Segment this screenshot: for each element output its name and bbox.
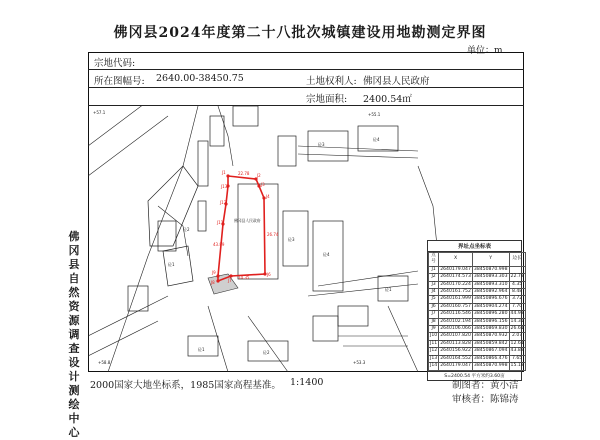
coordinate-cell: 2640106.066 <box>440 326 471 332</box>
coordinate-row <box>429 266 526 273</box>
coordinate-cell: 2640113.828 <box>440 340 471 346</box>
side-char: 设 <box>68 356 80 369</box>
side-char: 心 <box>68 426 80 439</box>
boundary-points <box>216 174 266 282</box>
coordinate-cell: 38450870.998 <box>473 266 508 272</box>
side-char: 佛 <box>68 230 80 243</box>
coordinate-cell: 38450870.998 <box>473 363 508 369</box>
owner-label: 土地权利人: <box>306 76 357 87</box>
coordinate-cell: J13 <box>430 355 438 361</box>
coordinate-cell: 2640174.573 <box>440 274 471 280</box>
header-row-3 <box>88 88 524 106</box>
point-label: J4 <box>266 194 270 199</box>
coordinate-cell: 2640179.047 <box>440 363 471 369</box>
header-y: Y <box>472 253 509 267</box>
edge-label: 43.89 <box>213 242 225 247</box>
coordinate-cell: 3.72 <box>509 296 525 303</box>
building-label: 砼2 <box>183 227 190 232</box>
coordinate-cell: 22.78 <box>510 274 524 280</box>
coordinate-row <box>429 274 526 281</box>
coordinate-row <box>429 289 526 296</box>
point-label: J3 <box>261 182 265 187</box>
coordinate-cell: J12 <box>430 348 438 354</box>
coordinate-cell: 4.35 <box>509 281 525 288</box>
coordinate-table <box>427 240 522 381</box>
reviewer-name: 陈锦涛 <box>490 394 519 405</box>
coordinate-cell: 38450896.676 <box>473 296 508 302</box>
coordinate-cell: 38450896.156 <box>473 318 508 324</box>
parcel-boundary <box>218 176 265 281</box>
building-label: 砼3 <box>288 237 295 242</box>
coordinate-cell: 38450870.932 <box>473 333 508 339</box>
building-label: 砼1 <box>385 287 392 292</box>
coordinate-cell: J6 <box>429 303 439 310</box>
coordinate-cell: 38450896.280 <box>473 311 508 317</box>
coordinate-cell: 2640161.999 <box>440 296 471 302</box>
point-label: J7 <box>228 278 232 283</box>
building-label: 砼3 <box>318 142 325 147</box>
coordinate-cell: 44.93 <box>510 311 524 317</box>
side-char: 调 <box>68 328 80 341</box>
coordinate-cell: 12.61 <box>510 340 524 346</box>
point-label: J8 <box>211 280 215 285</box>
coordinate-header-row <box>429 253 526 267</box>
drafter-label: 制图者： <box>452 380 491 391</box>
coordinate-cell: 38450859.842 <box>473 340 508 346</box>
coordinate-cell: 38450892.964 <box>473 289 508 295</box>
coordinate-cell: J4 <box>429 289 439 296</box>
area-label: 宗地面积: <box>306 94 348 105</box>
coordinate-cell: 2640161.752 <box>440 289 471 295</box>
header-length: 边长 <box>509 253 525 267</box>
side-char: 自 <box>68 272 80 285</box>
edge-label: 22.78 <box>238 171 250 176</box>
coordinate-cell: 2640156.922 <box>440 348 471 354</box>
coordinate-row <box>429 281 526 288</box>
coordinate-cell: J2 <box>429 274 439 281</box>
side-char: 资 <box>68 300 80 313</box>
area-summary: S=2400.54 平方米约3.60亩 <box>428 371 521 380</box>
side-institution-label <box>60 230 88 440</box>
unit-label: 单位：m <box>467 46 503 56</box>
side-char: 中 <box>68 412 80 425</box>
coordinate-cell: 2640160.757 <box>440 303 471 309</box>
point-label: J11 <box>217 220 224 225</box>
elevation-mark: +55.1 <box>368 112 381 117</box>
coordinate-cell: J9 <box>429 326 439 333</box>
coordinate-row <box>429 340 526 347</box>
coordinate-system-note: 2000国家大地坐标系，1985国家高程基准。 <box>90 380 281 391</box>
coordinate-cell: 38450867.094 <box>473 348 508 354</box>
coordinate-cell: 26.61 <box>510 326 524 332</box>
elevation-mark: +58.8 <box>98 360 111 365</box>
edge-label: 14.35 <box>238 275 250 280</box>
point-label: J2 <box>257 173 261 178</box>
building-label: 砼4 <box>373 137 380 142</box>
coordinate-row <box>429 318 526 325</box>
side-char: 县 <box>68 258 80 271</box>
map-title: 佛冈县2024年度第二十八批次城镇建设用地勘测定界图 <box>113 25 487 41</box>
point-label: J9 <box>212 270 216 275</box>
coordinate-cell: 2640116.546 <box>440 311 471 317</box>
coordinate-cell: J5 <box>429 296 439 303</box>
coordinate-cell <box>509 266 525 273</box>
header-row-2 <box>88 70 524 88</box>
coordinate-row <box>429 326 526 333</box>
coordinate-cell: J1 <box>429 266 439 273</box>
sheet-no-label: 所在图幅号: <box>94 76 145 87</box>
coordinate-row <box>429 355 526 362</box>
coordinate-cell: 43.89 <box>510 348 524 354</box>
coordinate-cell: J7 <box>429 311 439 318</box>
building-label: 砼2 <box>263 350 270 355</box>
elevation-mark: +57.1 <box>93 110 106 115</box>
coordinate-cell: 38450869.830 <box>473 326 508 332</box>
background-linework <box>88 106 438 372</box>
coordinate-row <box>429 311 526 318</box>
area-value: 2400.54㎡ <box>363 94 412 105</box>
building-label: 砼4 <box>323 252 330 257</box>
coordinate-cell: 38450893.303 <box>473 274 508 280</box>
header-row-1 <box>88 52 524 70</box>
coordinate-cell: 38450866.476 <box>473 355 508 361</box>
drafter-name: 黄小洁 <box>490 380 519 391</box>
coordinate-cell: 38450904.274 <box>473 303 508 309</box>
side-char: 查 <box>68 342 80 355</box>
coordinate-cell: J14 <box>430 363 438 369</box>
side-char: 计 <box>68 370 80 383</box>
coordinate-cell: 14.35 <box>510 318 524 324</box>
coordinate-cell: J8 <box>429 318 439 325</box>
sheet-no-value: 2640.00-38450.75 <box>156 73 244 84</box>
header-x: X <box>439 253 473 267</box>
coordinate-row <box>429 333 526 340</box>
coordinate-cell: J10 <box>430 333 438 339</box>
coordinate-table-title: 界址点坐标表 <box>428 241 521 252</box>
owner-value: 佛冈县人民政府 <box>363 76 430 87</box>
coordinate-cell: 2640107.820 <box>440 333 471 339</box>
coordinate-cell: 7.65 <box>509 355 525 362</box>
side-char: 绘 <box>68 398 80 411</box>
coordinate-cell: 7.70 <box>509 303 525 310</box>
coordinate-cell: 2640170.224 <box>440 281 471 287</box>
coordinate-row <box>429 296 526 303</box>
coordinate-row <box>429 363 526 370</box>
elevation-mark: +53.3 <box>353 360 366 365</box>
building-label: 砼1 <box>168 262 175 267</box>
point-label: J1 <box>222 170 226 175</box>
side-char: 测 <box>68 384 80 397</box>
coordinate-cell: 2640164.552 <box>440 355 471 361</box>
coordinate-cell: J3 <box>429 281 439 288</box>
parcel-code-label: 宗地代码: <box>94 58 136 69</box>
coordinate-cell: 2.07 <box>509 333 525 340</box>
parcel-label: 佛冈县人民政府 <box>234 218 261 223</box>
coordinate-cell: 2640102.194 <box>440 318 471 324</box>
coordinate-cell: 38450893.310 <box>473 281 508 287</box>
coordinate-cell: 8.48 <box>509 289 525 296</box>
coordinate-row <box>429 348 526 355</box>
coordinate-row <box>429 303 526 310</box>
side-char: 冈 <box>68 244 80 257</box>
map-scale: 1:1400 <box>290 377 324 388</box>
point-label: J12 <box>220 200 227 205</box>
header-point: 点号 <box>429 253 439 267</box>
point-label: J13 <box>221 184 228 189</box>
side-char: 然 <box>68 286 80 299</box>
coordinate-cell: 15.18 <box>510 363 524 369</box>
side-char: 源 <box>68 314 80 327</box>
coordinate-grid <box>428 252 526 371</box>
point-label: J6 <box>267 272 271 277</box>
coordinate-cell: J11 <box>430 340 438 346</box>
reviewer-label: 审核者： <box>452 394 491 405</box>
edge-label: 26.74 <box>267 232 279 237</box>
coordinate-cell: 2640179.047 <box>440 266 471 272</box>
building-label: 砼1 <box>198 347 205 352</box>
